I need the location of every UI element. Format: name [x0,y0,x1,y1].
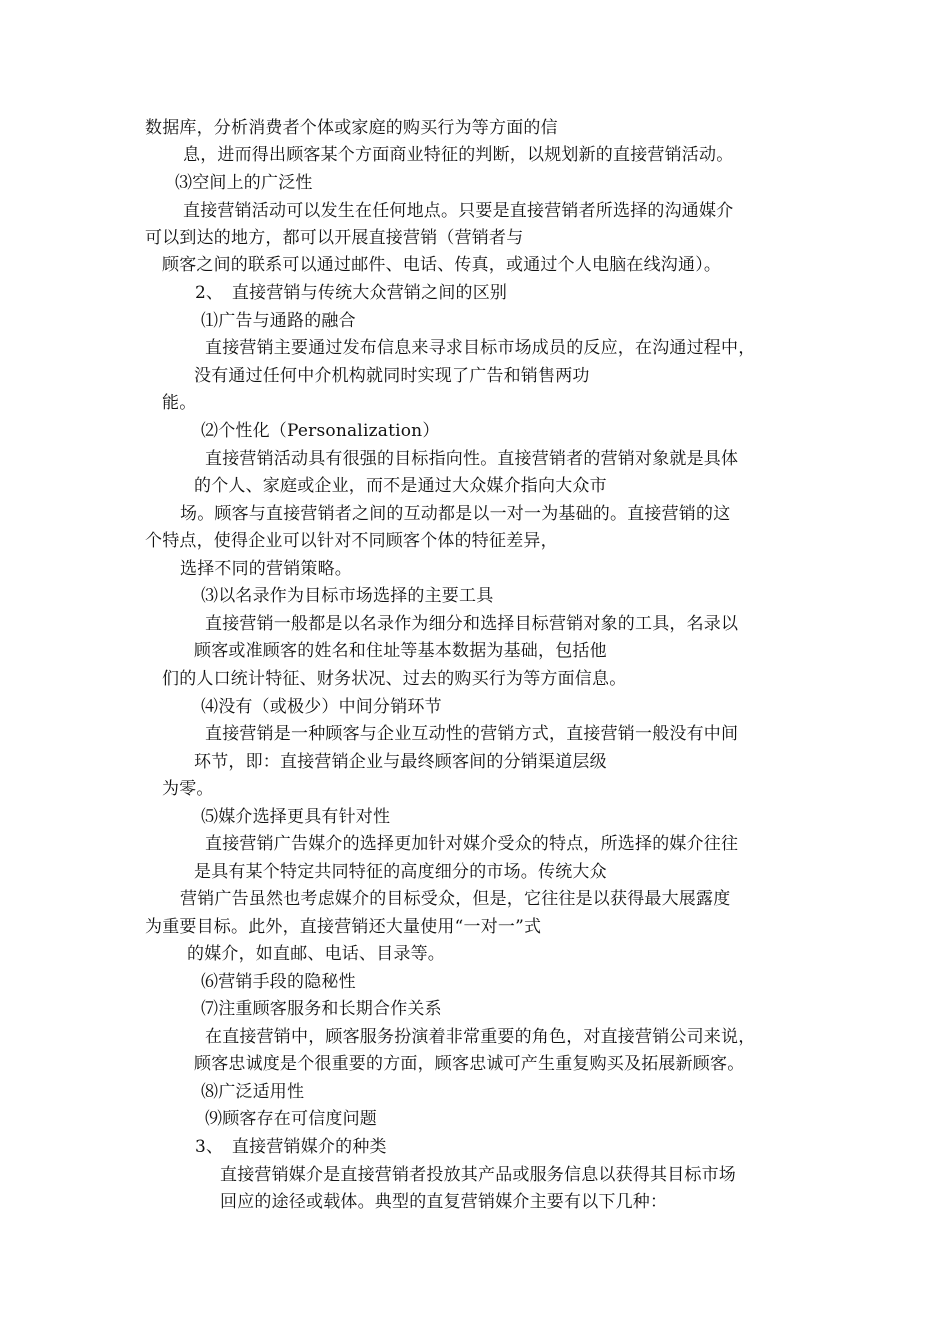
text-line-6: 顾客之间的联系可以通过邮件、电话、传真，或通过个人电脑在线沟通）。 [162,255,722,275]
text-line-3: ⑶空间上的广泛性 [175,173,313,193]
text-line-11: 能。 [162,393,197,413]
text-line-5: 可以到达的地方，都可以开展直接营销（营销者与 [145,228,524,248]
text-line-29: 营销广告虽然也考虑媒介的目标受众，但是，它往往是以获得最大展露度 [180,889,731,909]
text-line-24: 环节，即：直接营销企业与最终顾客间的分销渠道层级 [194,752,607,772]
text-line-15: 场。顾客与直接营销者之间的互动都是以一对一为基础的。直接营销的这 [180,504,731,524]
text-line-16: 个特点，使得企业可以针对不同顾客个体的特征差异， [145,531,558,551]
text-line-32: ⑹营销手段的隐秘性 [201,972,356,992]
section-heading-3: 3、 直接营销媒介的种类 [195,1137,387,1157]
text-line-26: ⑸媒介选择更具有针对性 [201,807,391,827]
text-line-27: 直接营销广告媒介的选择更加针对媒介受众的特点，所选择的媒介往往 [205,834,739,854]
text-line-19: 直接营销一般都是以名录作为细分和选择目标营销对象的工具，名录以 [205,614,739,634]
text-line-35: 顾客忠诚度是个很重要的方面，顾客忠诚可产生重复购买及拓展新顾客。 [194,1054,745,1074]
text-line-2: 息，进而得出顾客某个方面商业特征的判断，以规划新的直接营销活动。 [183,145,734,165]
text-line-18: ⑶以名录作为目标市场选择的主要工具 [201,586,494,606]
text-line-9: 直接营销主要通过发布信息来寻求目标市场成员的反应，在沟通过程中， [205,338,756,358]
text-line-40: 回应的途径或载体。典型的直复营销媒介主要有以下几种： [220,1192,668,1212]
text-line-30: 为重要目标。此外，直接营销还大量使用“一对一”式 [145,917,542,937]
text-line-31: 的媒介，如直邮、电话、目录等。 [187,944,445,964]
text-line-39: 直接营销媒介是直接营销者投放其产品或服务信息以获得其目标市场 [220,1165,736,1185]
text-line-37: ⑼顾客存在可信度问题 [205,1109,377,1129]
text-line-22: ⑷没有（或极少）中间分销环节 [201,697,442,717]
text-line-17: 选择不同的营销策略。 [180,559,352,579]
text-line-25: 为零。 [162,779,214,799]
text-line-1: 数据库，分析消费者个体或家庭的购买行为等方面的信 [145,118,558,138]
text-line-34: 在直接营销中，顾客服务扮演着非常重要的角色，对直接营销公司来说， [205,1027,756,1047]
text-line-14: 的个人、家庭或企业，而不是通过大众媒介指向大众市 [194,476,607,496]
text-line-28: 是具有某个特定共同特征的高度细分的市场。传统大众 [194,862,607,882]
text-line-4: 直接营销活动可以发生在任何地点。只要是直接营销者所选择的沟通媒介 [183,201,734,221]
text-line-21: 们的人口统计特征、财务状况、过去的购买行为等方面信息。 [162,669,627,689]
text-line-12: ⑵个性化（Personalization） [201,421,440,441]
text-line-8: ⑴广告与通路的融合 [201,311,356,331]
text-line-10: 没有通过任何中介机构就同时实现了广告和销售两功 [194,366,590,386]
text-line-20: 顾客或准顾客的姓名和住址等基本数据为基础，包括他 [194,641,607,661]
text-line-23: 直接营销是一种顾客与企业互动性的营销方式，直接营销一般没有中间 [205,724,739,744]
text-line-33: ⑺注重顾客服务和长期合作关系 [201,999,442,1019]
text-line-36: ⑻广泛适用性 [201,1082,305,1102]
section-heading-2: 2、 直接营销与传统大众营销之间的区别 [195,283,508,303]
text-line-13: 直接营销活动具有很强的目标指向性。直接营销者的营销对象就是具体 [205,449,739,469]
